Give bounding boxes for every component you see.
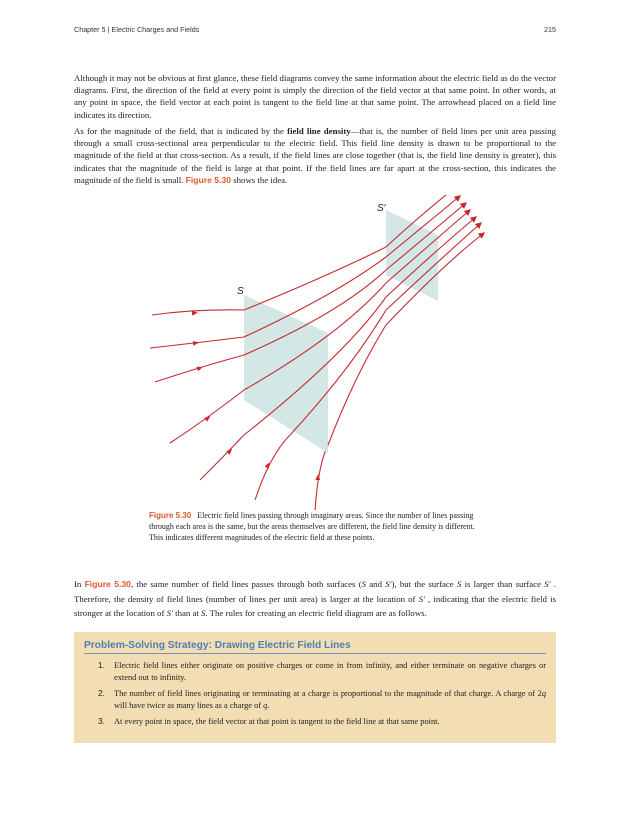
strategy-item <box>86 716 546 728</box>
item-text: . <box>267 700 270 710</box>
symbol-s: S <box>201 608 206 618</box>
item-text: At every point in space, the field vector at that point is tangent to the field line at that same point. <box>114 717 440 727</box>
field-line <box>155 355 244 382</box>
strategy-list <box>86 660 546 733</box>
field-line <box>170 390 244 443</box>
symbol-s-prime: S′ <box>385 579 392 589</box>
paragraph-text: In <box>74 579 85 589</box>
paragraph-text: is larger than surface <box>461 579 545 589</box>
arrow-head <box>180 313 195 314</box>
page-number: 215 <box>544 25 556 34</box>
symbol-q: q <box>541 689 546 699</box>
paragraph-text: , the same number of field lines passes through both surfaces ( <box>130 579 362 589</box>
paragraph-text: and <box>366 579 386 589</box>
figure-field-lines-diagram <box>140 195 500 510</box>
paragraph-text: shows the idea. <box>231 174 288 185</box>
field-line <box>328 325 386 445</box>
label-s: S <box>237 286 244 297</box>
symbol-s: S <box>361 579 367 589</box>
term-field-line-density: field line density <box>287 126 351 136</box>
paragraph-text: , indicating that the electric field is stronger at the location of <box>74 593 556 618</box>
field-line <box>152 310 244 315</box>
paragraph-text: than at <box>172 608 202 618</box>
field-line <box>150 337 244 348</box>
field-lines-svg <box>140 195 500 510</box>
field-line <box>200 435 244 480</box>
item-number: 3. <box>98 716 105 727</box>
paragraph-text: As for the magnitude of the field, that is indicated by the <box>74 126 288 136</box>
paragraph-text: ), but the surface <box>391 579 457 589</box>
strategy-item <box>86 660 546 683</box>
problem-solving-strategy-box <box>74 632 556 743</box>
item-text: Electric field lines either originate on positive charges or come in from infinity, and either terminate on negative charges or extend out to infinity. <box>114 661 546 682</box>
paragraph-field-line-density <box>74 125 556 186</box>
paragraph-text: . Therefore, the density of field lines (number of lines per unit area) is larger at the location of <box>74 579 557 604</box>
item-number: 2. <box>98 688 105 699</box>
paragraph-text: —that is, the number of field lines per unit area passing through a small cross-sectional area perpendicular to the electric field. This field line density is drawn to be proportional to the magnitude of the field at that cross-section. As a result, if the field lines are close together (that is, the field line density is greater), this indicates that the magnitude of the field is large at that point. If the field lines are far apart at the cross-section, this indicates the magnitude of the field is small. <box>74 126 556 185</box>
symbol-s-prime: S′ <box>418 593 425 604</box>
page-header <box>74 25 556 37</box>
symbol-s-prime: S′ <box>544 579 551 589</box>
arrow-head <box>222 451 230 459</box>
item-text: The number of field lines originating or terminating at a charge is proportional to the magnitude of that charge. A charge of 2 <box>114 689 542 699</box>
field-line <box>244 247 386 310</box>
strategy-item <box>86 688 546 711</box>
field-line <box>315 445 328 510</box>
symbol-q: q <box>263 700 268 710</box>
strategy-title: Problem-Solving Strategy: Drawing Electric Field Lines <box>84 640 546 654</box>
figure-caption <box>149 510 477 543</box>
item-text: will have twice as many lines as a charge of <box>114 700 264 710</box>
symbol-s: S <box>456 579 462 589</box>
field-line <box>255 435 290 500</box>
arrow-head <box>196 418 208 427</box>
figure-reference-link[interactable]: Figure 5.30 <box>84 579 131 589</box>
label-s-prime: S′ <box>377 203 386 214</box>
symbol-s-prime: S′ <box>166 608 173 618</box>
paragraph-text: . The rules for creating an electric field diagram are as follows. <box>205 608 427 618</box>
paragraph-field-diagrams: Although it may not be obvious at first glance, these field diagrams convey the same information about the electric field as do the vector diagrams. First, the direction of the field at every point is simply the direction of the field vector at that same point. In other words, at any point in space, the field vector at each point is tangent to the field line at that same point. The arrowhead placed on a field line indicates its direction. <box>74 73 556 120</box>
item-number: 1. <box>98 660 105 670</box>
chapter-title: Chapter 5 | Electric Charges and Fields <box>74 25 200 34</box>
paragraph-surfaces-comparison <box>74 577 556 621</box>
caption-text: Electric field lines passing through imaginary areas. Since the number of lines passing through each area is the same, but the areas themselves are different, the field line density is different. This indicates different magnitudes of the electric field at these points. <box>149 511 475 542</box>
figure-reference-link[interactable]: Figure 5.30 <box>185 174 232 185</box>
caption-label: Figure 5.30 <box>149 511 192 520</box>
